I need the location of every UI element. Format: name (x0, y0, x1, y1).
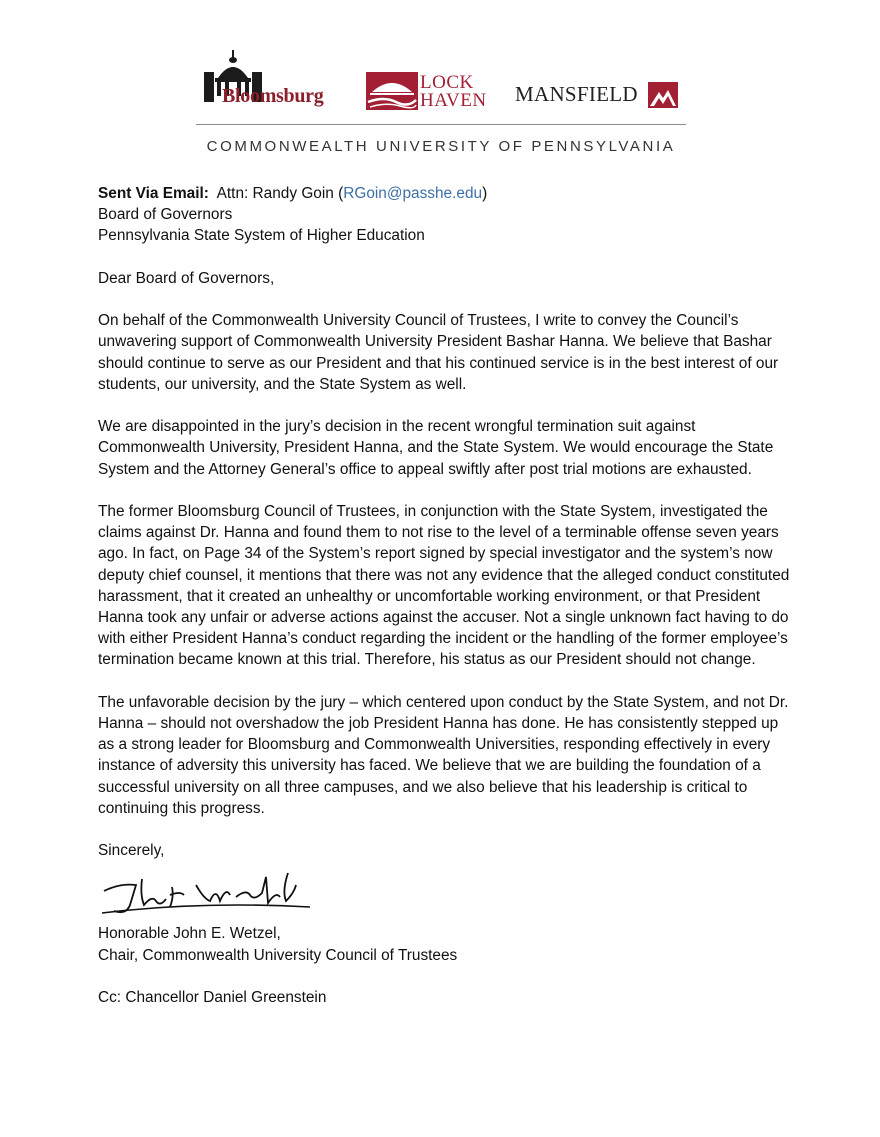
bloomsburg-wordmark: Bloomsburg (222, 85, 324, 107)
sent-via-label: Sent Via Email: (98, 185, 209, 202)
paragraph-4: The unfavorable decision by the jury – which centered upon conduct by the State System, and not Dr. Hanna – should not overshadow the job President Hanna has done. He has consistently stepped up as a strong leader for Bloomsburg and Commonwealth Universities, responding effectively in every instance of adversity this university has faced. We believe that we are building the foundation of a successful university on all three campuses, and we also believe that his leadership is critical to continuing this progress. (98, 693, 789, 817)
attn-prefix: Attn: Randy Goin ( (216, 185, 344, 202)
signatory-name: Honorable John E. Wetzel, (98, 925, 281, 943)
salutation: Dear Board of Governors, (98, 269, 275, 287)
signatory-title: Chair, Commonwealth University Council of Trustees (98, 946, 458, 964)
letter-body (98, 183, 798, 1008)
university-name: COMMONWEALTH UNIVERSITY OF PENNSYLVANIA (206, 138, 676, 155)
lock-haven-wordmark-line1: LOCK (420, 72, 474, 93)
recipient-line-2: Board of Governors (98, 206, 233, 224)
mansfield-mountain-icon (648, 82, 678, 108)
attn-suffix: ) (482, 185, 488, 202)
lock-haven-sunrise-icon (366, 72, 418, 110)
lock-haven-wordmark-line2: HAVEN (420, 90, 487, 111)
signature-icon (100, 865, 320, 923)
cc-line: Cc: Chancellor Daniel Greenstein (98, 989, 327, 1006)
paragraph-2: We are disappointed in the jury’s decision in the recent wrongful termination suit against Commonwealth University, President Hanna, and the State System. We would encourage the State System and the Attorney General’s office to appeal swiftly after post trial motions are exhausted. (98, 418, 774, 478)
letterhead-divider (196, 124, 686, 125)
mansfield-logo (515, 80, 685, 112)
bloomsburg-logo (204, 48, 344, 116)
recipient-line-3: Pennsylvania State System of Higher Education (98, 227, 425, 245)
paragraph-3: The former Bloomsburg Council of Trustees, in conjunction with the State System, investigated the claims against Dr. Hanna and found them to not rise to the level of a terminable offense seven years ago. In fact, on Page 34 of the System’s report signed by special investigator and the system’s now deputy chief counsel, it mentions that there was not any evidence that the alleged conduct constituted harassment, that it created an unhealthy or uncomfortable working environment, or that President Hanna took any unfair or adverse actions against the accuser. Not a single unknown fact having to do with either President Hanna’s conduct regarding the incident or the handling of the former employee’s termination became known at this trial. Therefore, his status as our President should not change. (98, 502, 790, 669)
recipient-email-link[interactable]: RGoin@passhe.edu (343, 185, 483, 202)
closing: Sincerely, (98, 842, 165, 860)
recipient-line-1 (98, 183, 798, 204)
letterhead-logos (0, 48, 880, 118)
lock-haven-logo (366, 72, 490, 112)
mansfield-wordmark: MANSFIELD (515, 82, 638, 106)
paragraph-1: On behalf of the Commonwealth University Council of Trustees, I write to convey the Council’s unwavering support of Commonwealth University President Bashar Hanna. We believe that Bashar should continue to serve as our President and that his continued service is in the best interest of our students, our university, and the State System as well. (98, 312, 779, 393)
signature (98, 861, 798, 923)
